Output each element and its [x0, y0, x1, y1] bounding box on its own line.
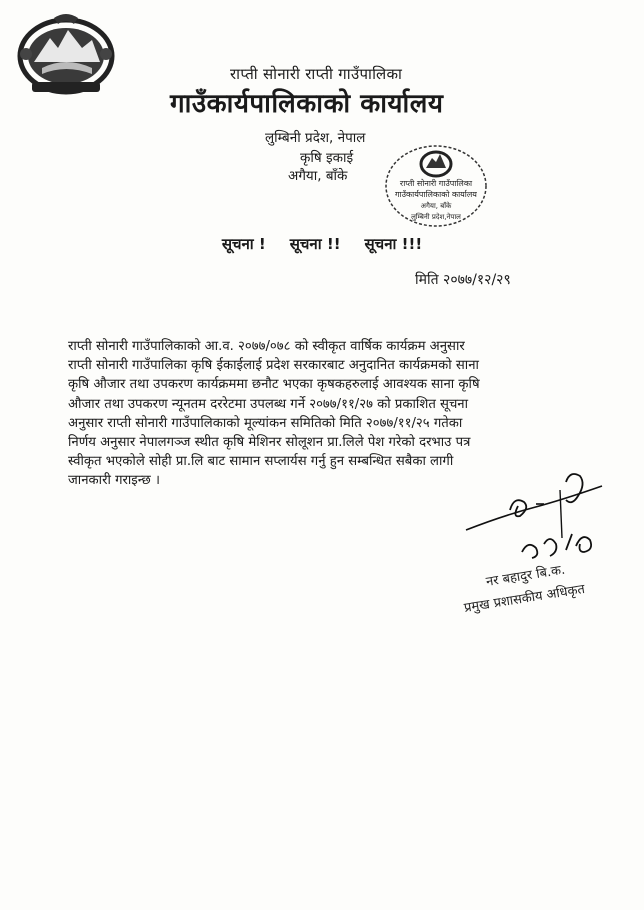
handwritten-signature	[462, 460, 612, 580]
body-line: निर्णय अनुसार नेपालगञ्ज स्थीत कृषि मेशिनर सोलूशन प्रा.लिले पेश गरेको दरभाउ पत्र	[68, 435, 471, 451]
stamp-line3: अगैया, बाँके	[420, 202, 452, 210]
notice-2: सूचना !!	[289, 235, 341, 253]
office-title: गाउँकार्यपालिकाको कार्यालय	[170, 89, 444, 119]
nepal-emblem-icon	[12, 8, 120, 100]
stamp-line1: राप्ती सोनारी गाउँपालिका	[399, 179, 473, 188]
body-line: जानकारी गराइन्छ ।	[68, 473, 160, 489]
signatory-name: नर बहादुर बि.क.	[485, 562, 567, 590]
stamp-emblem-icon	[421, 152, 451, 176]
stamp-line2: गाउँकार्यपालिकाको कार्यालय	[395, 190, 477, 199]
body-line: अनुसार राप्ती सोनारी गाउँपालिकाको मूल्यांकन समितिको मिति २०७७/११/२५ गतेका	[68, 415, 463, 431]
province-text: लुम्बिनी प्रदेश, नेपाल	[265, 130, 366, 146]
address-text: अगैया, बाँके	[288, 168, 348, 184]
official-stamp	[380, 142, 492, 234]
signatory-title: प्रमुख प्रशासकीय अधिकृत	[463, 581, 586, 616]
notice-date: मिति २०७७/१२/२९	[415, 272, 511, 288]
stamp-line4: लुम्बिनी प्रदेश,नेपाल	[411, 213, 461, 221]
body-line: स्वीकृत भएकोले सोही प्रा.लि बाट सामान सप्लार्यस गर्नु हुन सम्बन्धित सबैका लागी	[68, 454, 454, 470]
unit-text: कृषि इकाई	[300, 150, 354, 166]
municipality-name: राप्ती सोनारी राप्ती गाउँपालिका	[230, 65, 403, 83]
notice-3: सूचना !!!	[364, 235, 423, 253]
body-line: कृषि औजार तथा उपकरण कार्यक्रममा छनौट भएका कृषकहरुलाई आवश्यक साना कृषि	[68, 377, 480, 393]
notice-1: सूचना !	[221, 235, 266, 253]
body-line: राप्ती सोनारी गाउँपालिका कृषि ईकाईलाई प्रदेश सरकारबाट अनुदानित कार्यक्रमको साना	[68, 358, 479, 374]
notice-heading	[0, 234, 644, 254]
body-line: औजार तथा उपकरण न्यूनतम दररेटमा उपलब्ध गर्ने २०७७/११/२७ को प्रकाशित सूचना	[68, 396, 469, 412]
body-line: राप्ती सोनारी गाउँपालिकाको आ.व. २०७७/०७८ को स्वीकृत वार्षिक कार्यक्रम अनुसार	[68, 339, 465, 354]
